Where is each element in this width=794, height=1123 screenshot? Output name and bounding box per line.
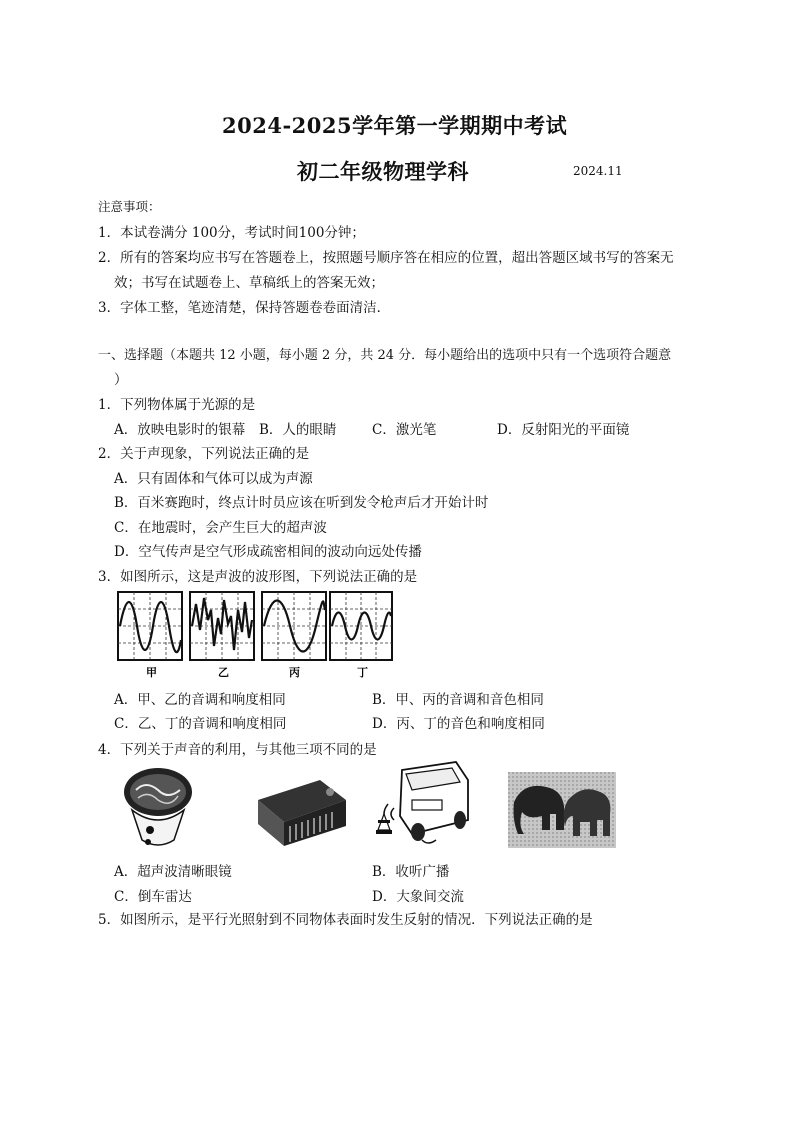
notes-heading: 注意事项： (98, 199, 161, 214)
q1-option-d: D．反射阳光的平面镜 (497, 422, 630, 438)
q2-option-a: A．只有固体和气体可以成为声源 (114, 471, 313, 487)
q3-option-d: D．丙、丁的音色和响度相同 (372, 716, 545, 732)
q2-stem: 2．关于声现象，下列说法正确的是 (98, 446, 310, 462)
note-item-3: 3．字体工整，笔迹清楚，保持答题卷卷面清洁． (98, 300, 391, 316)
q1-option-c: C．激光笔 (372, 422, 437, 438)
exam-subject: 初二年级物理学科 (297, 159, 469, 184)
q5-stem: 5．如图所示，是平行光照射到不同物体表面时发生反射的情况．下列说法正确的是 (98, 912, 593, 928)
section-heading: 一、选择题（本题共 12 小题，每小题 2 分，共 24 分．每小题给出的选项中只有一个选项符合题意 (98, 348, 672, 363)
waveform-jia (118, 592, 182, 660)
radio-image (250, 770, 350, 850)
q2-option-b: B．百米赛跑时，终点计时员应该在听到发令枪声后才开始计时 (114, 495, 489, 511)
note-item-1: 1．本试卷满分 100分，考试时间100分钟； (98, 225, 365, 241)
reversing-radar-image (372, 760, 472, 850)
waveform-ding (330, 592, 392, 660)
q3-option-b: B．甲、丙的音调和音色相同 (372, 692, 544, 708)
waveform-label-bing: 丙 (289, 666, 300, 679)
q4-option-b: B．收听广播 (372, 864, 450, 880)
q4-stem: 4．下列关于声音的利用，与其他三项不同的是 (98, 742, 377, 758)
exam-title: 2024-2025学年第一学期期中考试 (222, 113, 568, 138)
exam-date: 2024.11 (573, 164, 623, 178)
q4-option-d: D．大象间交流 (372, 889, 464, 905)
q2-option-c: C．在地震时，会产生巨大的超声波 (114, 520, 327, 536)
q3-stem: 3．如图所示，这是声波的波形图，下列说法正确的是 (98, 569, 418, 585)
q2-option-d: D．空气传声是空气形成疏密相间的波动向远处传播 (114, 544, 422, 560)
waveform-yi (190, 592, 254, 660)
waveform-label-ding: 丁 (357, 666, 368, 679)
q3-option-c: C．乙、丁的音调和响度相同 (114, 716, 287, 732)
q1-stem: 1．下列物体属于光源的是 (98, 397, 256, 413)
note-item-2: 2．所有的答案均应书写在答题卷上，按照题号顺序答在相应的位置，超出答题区域书写的答案无 (98, 250, 674, 266)
q1-option-a: A．放映电影时的银幕 (114, 422, 246, 438)
q4-option-c: C．倒车雷达 (114, 889, 192, 905)
ultrasonic-glasses-cleaner-image (118, 764, 198, 856)
waveform-label-jia: 甲 (146, 666, 157, 679)
waveform-label-yi: 乙 (218, 666, 229, 679)
waveform-figure (116, 590, 396, 682)
section-heading-cont: ） (114, 372, 128, 388)
elephants-image (508, 772, 616, 848)
q3-option-a: A．甲、乙的音调和响度相同 (114, 692, 286, 708)
note-item-2-cont: 效；书写在试题卷上、草稿纸上的答案无效； (114, 275, 384, 291)
q4-option-a: A．超声波清晰眼镜 (114, 864, 232, 880)
q1-option-b: B．人的眼睛 (259, 422, 337, 438)
waveform-bing (262, 592, 326, 660)
